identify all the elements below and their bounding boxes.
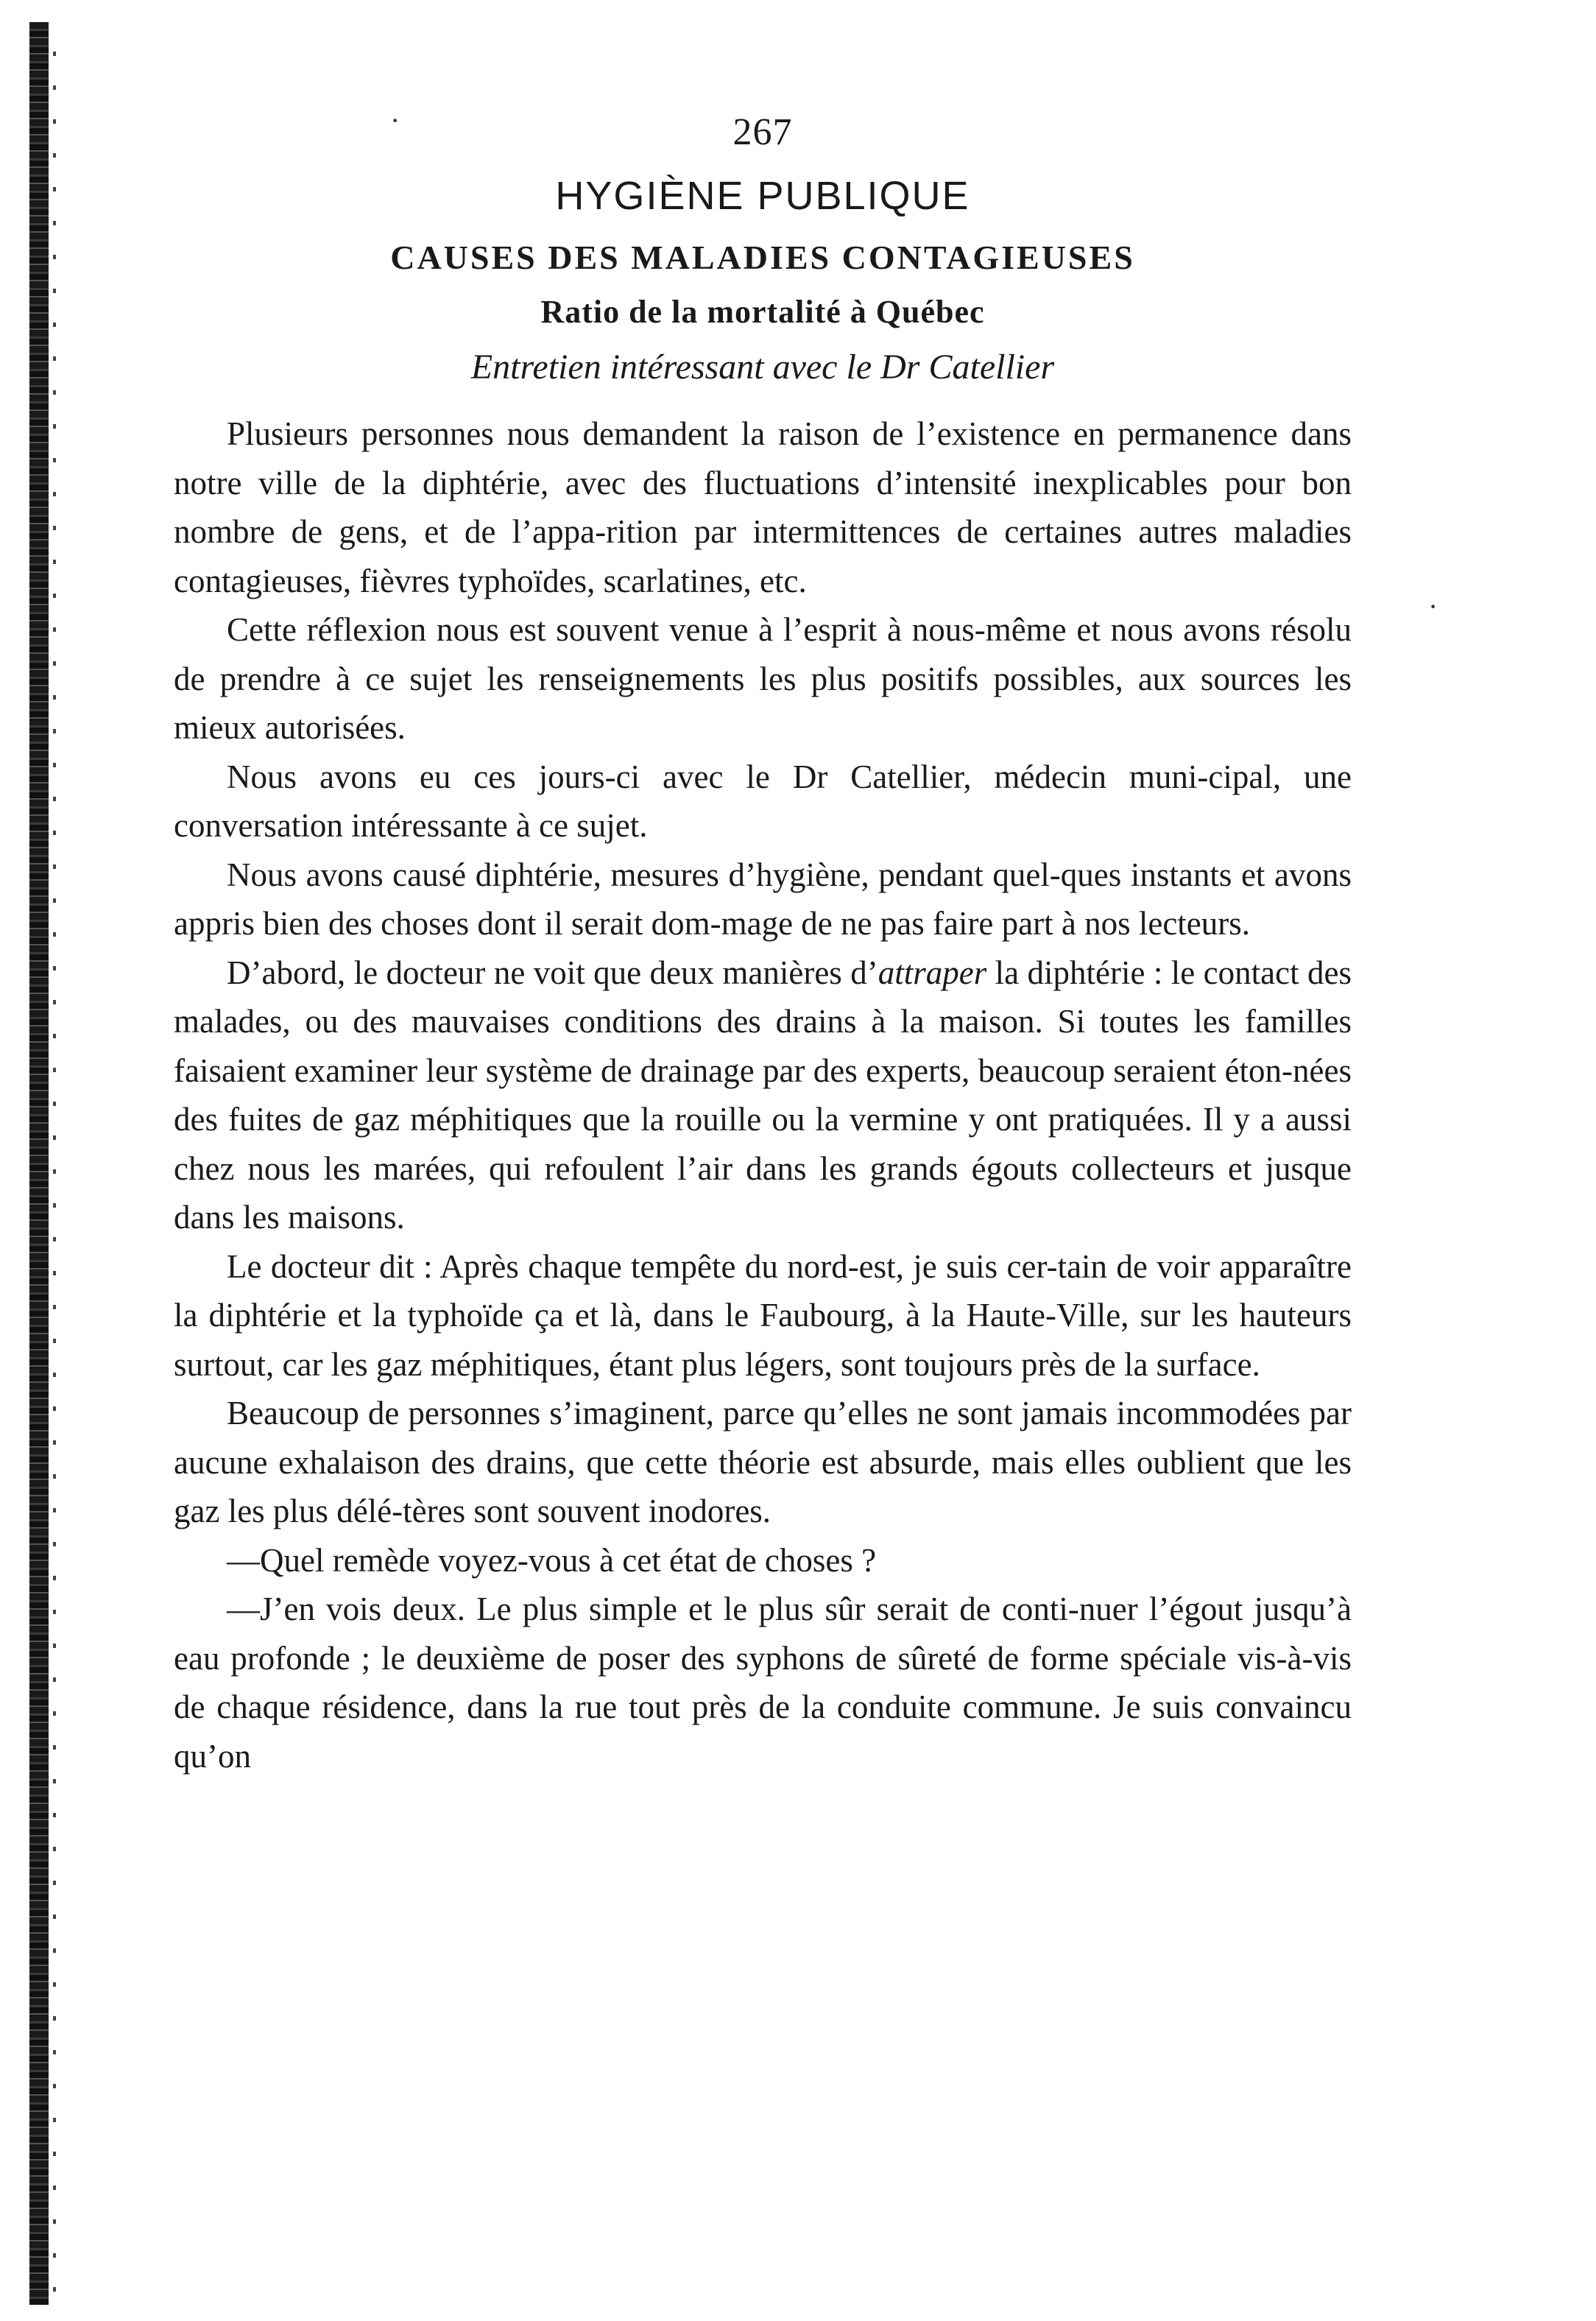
paragraph: Plusieurs personnes nous demandent la raison de l’existence en permanence dans notre ville de la diphtérie, avec des fluctuations d’intensité inexplicables pour bon nombre de gens, et de l’appa-rition par intermittences de certaines autres maladies contagieuses, fièvres typhoïdes, scarlatines, etc. (174, 415, 1352, 599)
paragraph-text: la diphtérie : le contact des malades, ou des mauvaises conditions des drains à la maison. Si toutes les familles faisaient examiner leur système de drainage par des experts, beaucoup seraient éton-nées des fuites de gaz méphitiques que la rouille ou la vermine y ont pratiquées. Il y a aussi chez nous les marées, qui refoulent l’air dans les grands égouts collecteurs et jusque dans les maisons. (174, 954, 1352, 1236)
document-page (174, 110, 1352, 1781)
article-body (174, 409, 1352, 1781)
print-speck: · (390, 104, 400, 137)
paragraph: Cette réflexion nous est souvent venue à l’esprit à nous-même et nous avons résolu de prendre à ce sujet les renseignements les plus positifs possibles, aux sources les mieux autorisées. (174, 611, 1352, 746)
print-speck: · (1428, 590, 1438, 623)
dialogue-line: —J’en vois deux. Le plus simple et le plus sûr serait de conti-nuer l’égout jusqu’à eau profonde ; le deuxième de poser des syphons de sûreté de forme spéciale vis-à-vis de chaque résidence, dans la rue tout près de la conduite commune. Je suis convaincu qu’on (174, 1591, 1352, 1775)
article-headline: CAUSES DES MALADIES CONTAGIEUSES (390, 239, 1135, 276)
paragraph: Nous avons causé diphtérie, mesures d’hygiène, pendant quel-ques instants et avons appris bien des choses dont il serait dom-mage de ne pas faire part à nos lecteurs. (174, 856, 1352, 942)
paragraph: Beaucoup de personnes s’imaginent, parce qu’elles ne sont jamais incommodées par aucune exhalaison des drains, que cette théorie est absurde, mais elles oublient que les gaz les plus délé-tères sont souvent inodores. (174, 1395, 1352, 1529)
page-binding-edge (29, 22, 49, 2305)
page-binding-shadow (53, 22, 56, 2305)
page-number: 267 (732, 111, 793, 153)
article-subheadline: Ratio de la mortalité à Québec (540, 294, 985, 330)
section-title: HYGIÈNE PUBLIQUE (555, 174, 970, 218)
paragraph-text: D’abord, le docteur ne voit que deux manières d’ (227, 954, 878, 991)
paragraph (174, 948, 1352, 1242)
dialogue-line: —Quel remède voyez-vous à cet état de choses ? (227, 1541, 877, 1579)
paragraph: Le docteur dit : Après chaque tempête du nord-est, je suis cer-tain de voir apparaître la diphtérie et la typhoïde ça et là, dans le Faubourg, à la Haute-Ville, sur les hauteurs surtout, car les gaz méphitiques, étant plus légers, sont toujours près de la surface. (174, 1247, 1352, 1383)
paragraph: Nous avons eu ces jours-ci avec le Dr Catellier, médecin muni-cipal, une conversation intéressante à ce sujet. (174, 758, 1352, 844)
article-tagline: Entretien intéressant avec le Dr Catellier (470, 348, 1055, 387)
emphasis-text: attraper (878, 954, 987, 991)
